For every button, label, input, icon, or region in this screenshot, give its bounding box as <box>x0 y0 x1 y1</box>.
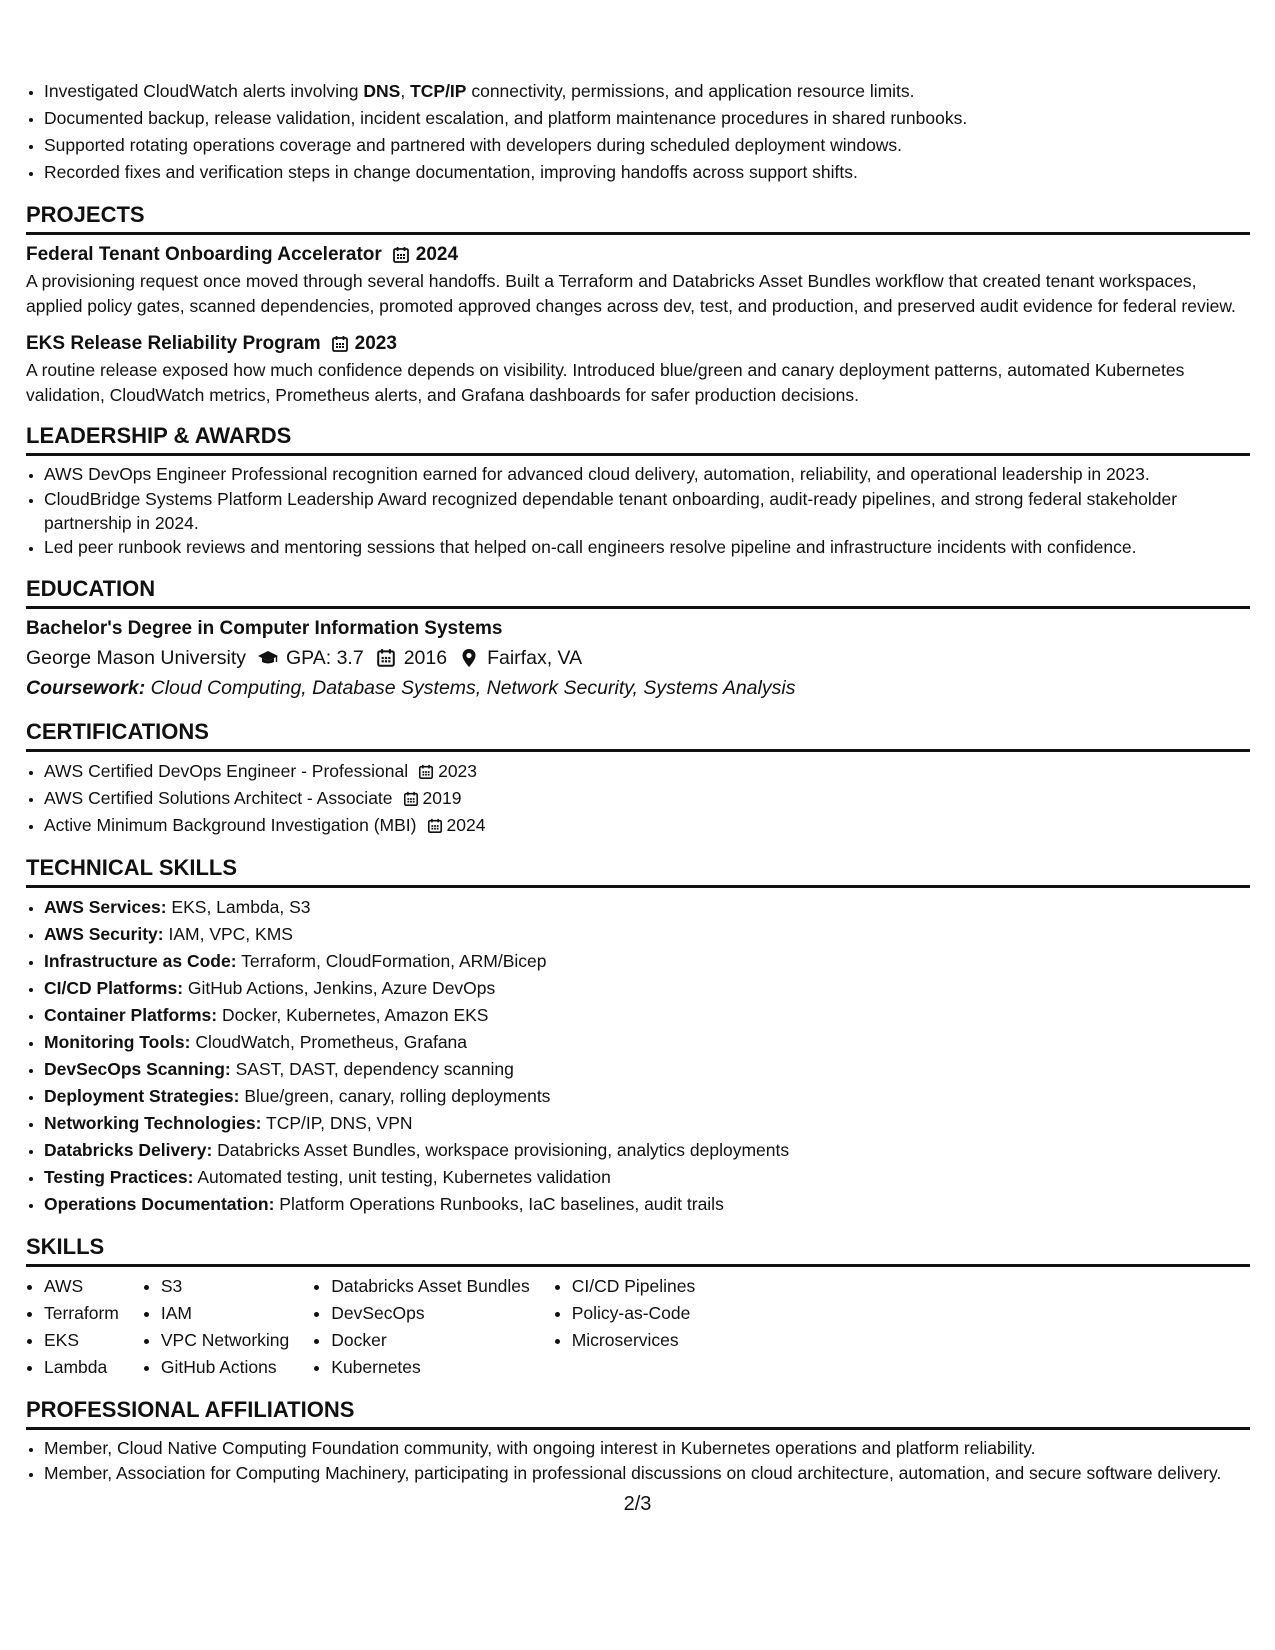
calendar-icon <box>331 335 349 353</box>
skills-section <box>26 1232 1250 1381</box>
experience-bullets <box>26 78 1250 186</box>
list-item: • Led peer runbook reviews and mentoring sessions that helped on-call engineers resolve pipeline and infrastructure incidents with confidence. <box>44 535 1250 560</box>
resume-page <box>26 78 1250 1485</box>
list-item: • AWS DevOps Engineer Professional recognition earned for advanced cloud delivery, automation, reliability, and operational leadership in 2023. <box>44 462 1250 487</box>
section-title: PROFESSIONAL AFFILIATIONS <box>26 1395 1250 1430</box>
skills-column <box>313 1273 529 1381</box>
list-item: • Investigated CloudWatch alerts involving DNS, TCP/IP connectivity, permissions, and application resource limits. <box>44 78 1250 105</box>
section-title: TECHNICAL SKILLS <box>26 853 1250 888</box>
list-item: • Docker <box>331 1327 529 1354</box>
list-item: • Networking Technologies: TCP/IP, DNS, VPN <box>44 1110 1250 1137</box>
list-item: • Supported rotating operations coverage and partnered with developers during scheduled deployment windows. <box>44 132 1250 159</box>
list-item: • Policy-as-Code <box>572 1300 696 1327</box>
skills-column <box>143 1273 289 1381</box>
technical-skills-section <box>26 853 1250 1218</box>
project-heading <box>26 241 1250 269</box>
list-item: • IAM <box>161 1300 289 1327</box>
education-section <box>26 574 1250 703</box>
affiliations-section <box>26 1395 1250 1485</box>
project-name: EKS Release Reliability Program <box>26 333 321 354</box>
list-item: • Monitoring Tools: CloudWatch, Prometheus, Grafana <box>44 1029 1250 1056</box>
list-item: • GitHub Actions <box>161 1354 289 1381</box>
section-title: SKILLS <box>26 1232 1250 1267</box>
skills-column <box>554 1273 696 1381</box>
list-item: • Terraform <box>44 1300 119 1327</box>
project-year: 2024 <box>415 244 459 265</box>
list-item: • Kubernetes <box>331 1354 529 1381</box>
section-title: LEADERSHIP & AWARDS <box>26 421 1250 456</box>
list-item: • AWS Certified DevOps Engineer - Professional 2023 <box>44 758 1250 785</box>
list-item: • Infrastructure as Code: Terraform, CloudFormation, ARM/Bicep <box>44 948 1250 975</box>
skills-columns <box>26 1267 1250 1381</box>
list-item: • Member, Cloud Native Computing Foundation community, with ongoing interest in Kubernetes operations and platform reliability. <box>44 1436 1250 1461</box>
calendar-icon <box>376 648 396 668</box>
project-year: 2023 <box>354 333 397 354</box>
list-item: • AWS Services: EKS, Lambda, S3 <box>44 894 1250 921</box>
location-pin-icon <box>459 648 479 668</box>
graduation-year: 2016 <box>403 647 448 669</box>
list-item: • Active Minimum Background Investigation (MBI) 2024 <box>44 812 1250 839</box>
skills-column <box>26 1273 119 1381</box>
list-item: • CI/CD Pipelines <box>572 1273 696 1300</box>
list-item: • CI/CD Platforms: GitHub Actions, Jenkins, Azure DevOps <box>44 975 1250 1002</box>
list-item: • Container Platforms: Docker, Kubernetes, Amazon EKS <box>44 1002 1250 1029</box>
list-item: • Microservices <box>572 1327 696 1354</box>
list-item: • Deployment Strategies: Blue/green, canary, rolling deployments <box>44 1083 1250 1110</box>
school-name: George Mason University <box>26 647 247 669</box>
list-item: • VPC Networking <box>161 1327 289 1354</box>
degree-title: Bachelor's Degree in Computer Information Systems <box>26 618 503 639</box>
list-item: • Operations Documentation: Platform Operations Runbooks, IaC baselines, audit trails <box>44 1191 1250 1218</box>
list-item: • Documented backup, release validation, incident escalation, and platform maintenance procedures in shared runbooks. <box>44 105 1250 132</box>
coursework: Coursework: Cloud Computing, Database Systems, Network Security, Systems Analysis <box>26 677 796 699</box>
list-item: • DevSecOps <box>331 1300 529 1327</box>
leadership-section <box>26 421 1250 560</box>
calendar-icon <box>392 246 410 264</box>
calendar-icon <box>418 764 434 780</box>
calendar-icon <box>427 818 443 834</box>
certifications-section <box>26 717 1250 839</box>
projects-section <box>26 200 1250 407</box>
school-location: Fairfax, VA <box>487 647 583 669</box>
list-item: • Member, Association for Computing Machinery, participating in professional discussions on cloud architecture, automation, and secure software delivery. <box>44 1461 1250 1485</box>
project-description: A provisioning request once moved through several handoffs. Built a Terraform and Databricks Asset Bundles workflow that created tenant workspaces, applied policy gates, scanned dependencies, promoted approved changes across dev, test, and production, and preserved audit evidence for federal review. <box>26 271 1236 316</box>
list-item: • Lambda <box>44 1354 119 1381</box>
page-number: 2/3 <box>623 1493 652 1515</box>
list-item: • EKS <box>44 1327 119 1354</box>
list-item: • DevSecOps Scanning: SAST, DAST, dependency scanning <box>44 1056 1250 1083</box>
graduation-cap-icon <box>258 648 278 668</box>
section-title: EDUCATION <box>26 574 1250 609</box>
project-description: A routine release exposed how much confidence depends on visibility. Introduced blue/green and canary deployment patterns, automated Kubernetes validation, CloudWatch metrics, Prometheus alerts, and Grafana dashboards for safer production decisions. <box>26 360 1185 405</box>
list-item: • CloudBridge Systems Platform Leadership Award recognized dependable tenant onboarding, audit-ready pipelines, and strong federal stakeholder partnership in 2024. <box>44 487 1250 535</box>
list-item: • S3 <box>161 1273 289 1300</box>
list-item: • Databricks Asset Bundles <box>331 1273 529 1300</box>
section-title: PROJECTS <box>26 200 1250 235</box>
list-item: • Databricks Delivery: Databricks Asset Bundles, workspace provisioning, analytics deployments <box>44 1137 1250 1164</box>
project-heading <box>26 330 1250 358</box>
list-item: • Testing Practices: Automated testing, unit testing, Kubernetes validation <box>44 1164 1250 1191</box>
project-name: Federal Tenant Onboarding Accelerator <box>26 244 382 265</box>
calendar-icon <box>403 791 419 807</box>
education-details <box>26 643 1250 673</box>
list-item: • AWS Certified Solutions Architect - Associate 2019 <box>44 785 1250 812</box>
list-item: • Recorded fixes and verification steps in change documentation, improving handoffs across support shifts. <box>44 159 1250 186</box>
gpa: GPA: 3.7 <box>286 647 364 669</box>
list-item: • AWS <box>44 1273 119 1300</box>
section-title: CERTIFICATIONS <box>26 717 1250 752</box>
list-item: • AWS Security: IAM, VPC, KMS <box>44 921 1250 948</box>
